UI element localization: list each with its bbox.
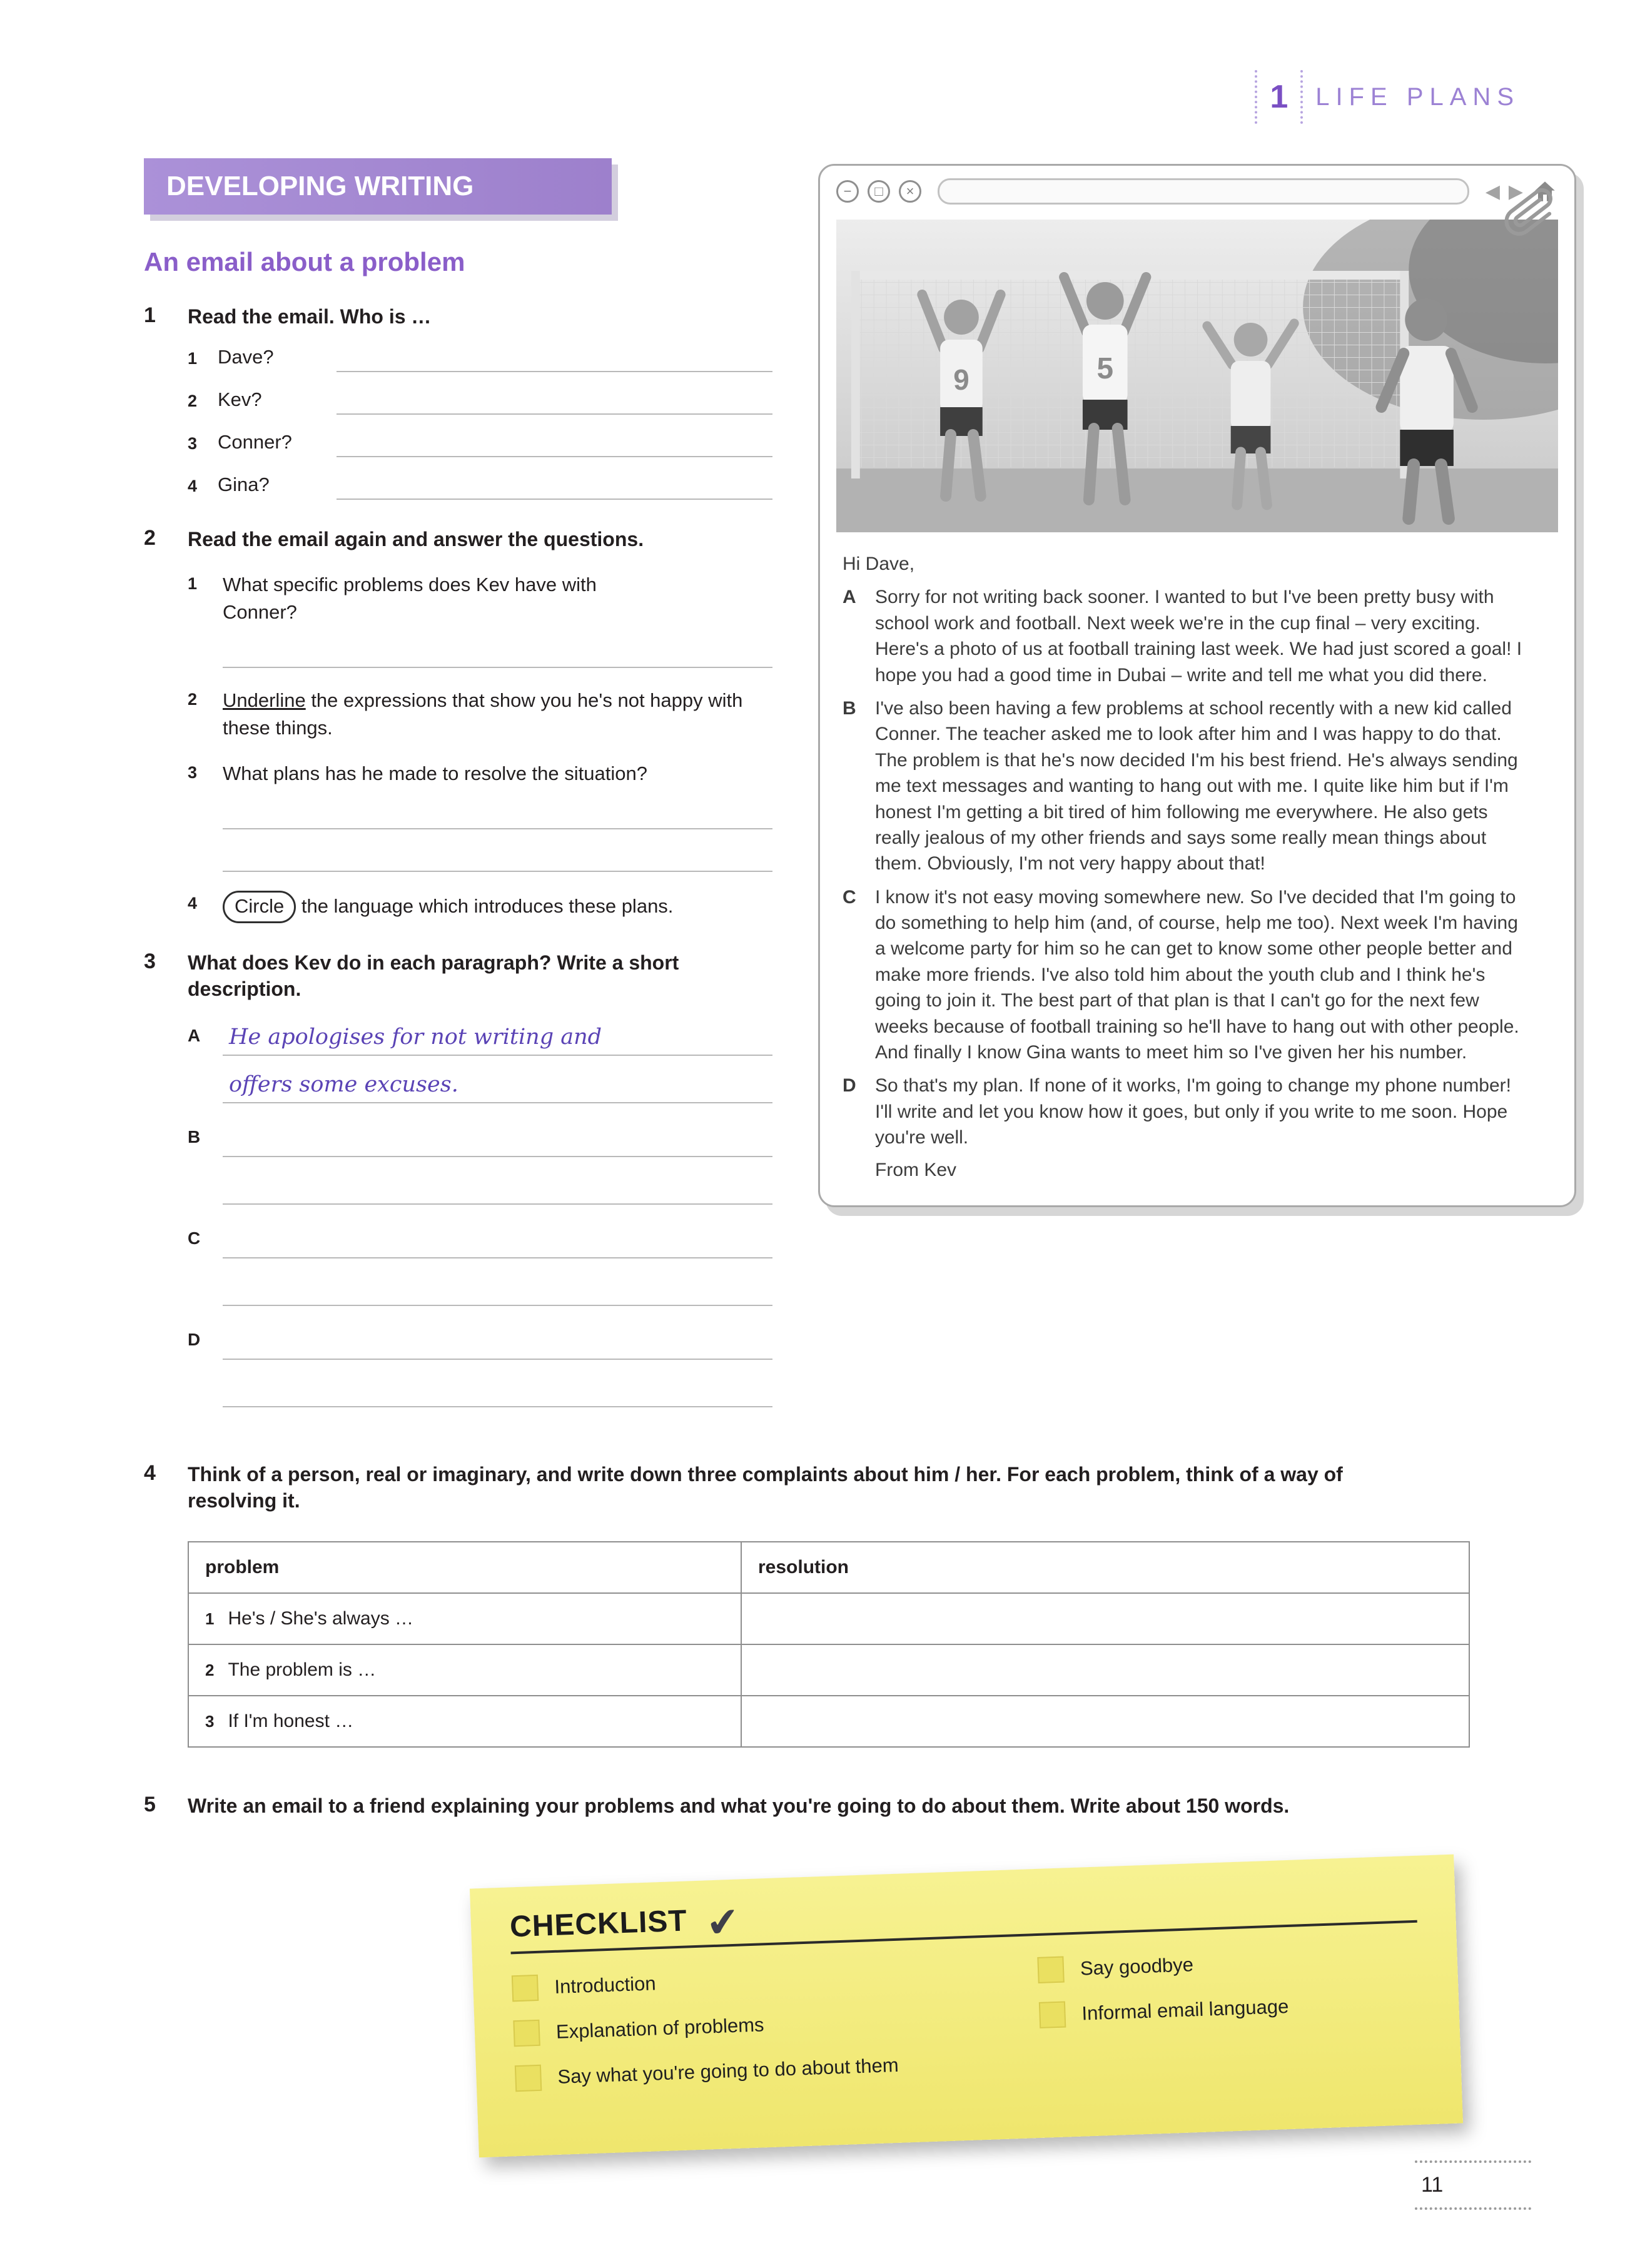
minimize-icon: − <box>836 180 859 203</box>
checklist-item-label: Say what you're going to do about them <box>557 2053 899 2088</box>
back-icon: ◀ <box>1485 181 1500 202</box>
question <box>144 571 772 625</box>
checklist-left-column <box>512 1957 1041 2092</box>
paragraph-answer-row <box>144 1211 772 1306</box>
problem-cell: He's / She's always … <box>228 1608 414 1629</box>
browser-chrome <box>820 166 1574 208</box>
checklist-item-label: Introduction <box>554 1972 657 1998</box>
question-number: 3 <box>188 763 198 782</box>
problem-cell: If I'm honest … <box>228 1711 354 1732</box>
exercise-instruction: Read the email. Who is … <box>188 305 432 328</box>
exercise-number: 3 <box>144 949 156 973</box>
exercise-number: 4 <box>144 1461 156 1485</box>
address-bar <box>938 178 1469 205</box>
column-header: problem <box>188 1542 741 1593</box>
item-label: Dave? <box>218 346 274 368</box>
exercise-instruction: Write an email to a friend explaining your problems and what you're going to do about them. Write about 150 words. <box>188 1795 1290 1817</box>
paragraph-answer-row <box>144 1312 772 1407</box>
item-number: 4 <box>188 477 198 496</box>
checkbox-icon <box>512 1975 539 2002</box>
resolution-cell <box>741 1593 1469 1644</box>
email-paragraph <box>843 696 1552 877</box>
unit-number: 1 <box>1270 79 1288 115</box>
problem-cell: The problem is … <box>228 1659 377 1681</box>
question-text <box>223 687 745 741</box>
checklist-item-label: Informal email language <box>1081 1995 1289 2025</box>
item-number: 1 <box>188 349 198 368</box>
resolution-cell <box>741 1696 1469 1747</box>
email-body <box>820 532 1574 1183</box>
exercise-number: 2 <box>144 526 156 550</box>
close-icon: × <box>899 180 921 203</box>
answer-line <box>337 387 772 415</box>
photo-frame <box>836 220 1558 532</box>
checklist-right-column <box>1037 1944 1422 2073</box>
checklist-item-label: Say goodbye <box>1080 1953 1194 1980</box>
table-row <box>188 1644 1469 1696</box>
checkbox-icon <box>513 2020 540 2047</box>
exercise-instruction: Read the email again and answer the questions. <box>188 528 644 551</box>
list-item <box>144 387 772 415</box>
answer-line <box>223 1360 772 1407</box>
row-number: 2 <box>205 1661 215 1680</box>
unit-header <box>1255 70 1520 124</box>
exercise-instruction: What does Kev do in each paragraph? Write a short description. <box>188 951 679 1001</box>
question <box>144 891 772 923</box>
exercise-3 <box>144 949 772 1407</box>
email-signoff: From Kev <box>875 1159 957 1180</box>
checklist-note <box>470 1855 1463 2158</box>
column-header: resolution <box>741 1542 1469 1593</box>
row-number: 3 <box>205 1712 215 1731</box>
question-text <box>223 891 673 923</box>
left-column <box>144 158 772 1407</box>
section-banner: DEVELOPING WRITING <box>144 158 612 215</box>
unit-title: LIFE PLANS <box>1315 83 1520 111</box>
list-item <box>144 472 772 500</box>
checklist-item <box>1039 1989 1420 2028</box>
email-paragraph <box>843 1073 1552 1150</box>
checklist-header <box>509 1878 1417 1955</box>
table-row <box>188 1593 1469 1644</box>
exercise-number: 1 <box>144 303 156 327</box>
page-number: 11 <box>1421 2173 1444 2197</box>
answer-line <box>337 430 772 457</box>
answer-line <box>223 1211 772 1258</box>
answer-line <box>223 625 772 668</box>
answer-line <box>337 345 772 372</box>
exercise-1 <box>144 303 772 500</box>
answer-line <box>223 1258 772 1306</box>
checklist-title: CHECKLIST <box>509 1904 688 1944</box>
row-number: 1 <box>205 1609 215 1629</box>
item-number: 3 <box>188 434 198 453</box>
browser-window <box>818 164 1576 1207</box>
maximize-icon: □ <box>868 180 890 203</box>
answer-line <box>223 829 772 872</box>
dotted-rule <box>1415 2207 1531 2210</box>
question-text: What plans has he made to resolve the situation? <box>223 762 647 785</box>
item-label: Conner? <box>218 431 292 453</box>
checklist-item <box>513 2002 1040 2047</box>
answer-line <box>223 1110 772 1157</box>
answer-line <box>223 1008 772 1056</box>
checklist-item <box>515 2047 1041 2092</box>
paragraph-label: C <box>843 886 856 908</box>
underlined-word: Underline <box>223 689 306 712</box>
answer-line <box>337 472 772 500</box>
paragraph-label: B <box>188 1127 201 1147</box>
paragraph-label: C <box>188 1228 201 1248</box>
item-label: Kev? <box>218 388 262 411</box>
paragraph-text: I've also been having a few problems at school recently with a new kid called Conner. The teacher asked me to look after him and I was happy to do that. The problem is that he's now decided I'm his best friend. He's always sending me text messages and wanting to hang out with me. I quite like him but if I'm honest I'm getting a bit tired of him following me everywhere. He also gets really jealous of my other friends and says some really mean things about them. Obviously, I'm not very happy about that! <box>875 697 1518 874</box>
exercise-2 <box>144 526 772 923</box>
question-number: 4 <box>188 894 198 913</box>
checkbox-icon <box>515 2065 542 2092</box>
paragraph-text: Sorry for not writing back sooner. I wanted to but I've been pretty busy with school work and football. Next week we're in the cup final – very exciting. Here's a photo of us at football training last week. We had just scored a goal! I hope you had a good time in Dubai – write and tell me what you did there. <box>875 587 1522 686</box>
question-rest: the expressions that show you he's not happy with these things. <box>223 689 743 739</box>
circled-word: Circle <box>223 891 296 923</box>
question-number: 2 <box>188 690 198 709</box>
table-row <box>188 1696 1469 1747</box>
question-number: 1 <box>188 574 198 594</box>
exercise-instruction: Think of a person, real or imaginary, and write down three complaints about him / her. For each problem, think of a way of resolving it. <box>188 1463 1343 1512</box>
handwritten-answer: offers some excuses. <box>229 1072 458 1098</box>
paragraph-label: A <box>843 587 856 608</box>
section-title: An email about a problem <box>144 247 465 276</box>
dotted-divider <box>1300 70 1303 124</box>
resolution-cell <box>741 1644 1469 1696</box>
paragraph-text: I know it's not easy moving somewhere new. So I've decided that I'm going to do something to help him (and, of course, help me too). Next week I'm having a welcome party for him so he can get to know some other people better and make more friends. I've also told him about the youth club and I think he's going to join it. The best part of that plan is that I can't go for the next few weeks because of football training so he'll have to hang out with other people. And finally I know Gina wants to meet him so I've given her his number. <box>875 886 1519 1063</box>
list-item <box>144 345 772 372</box>
paragraph-answer-row <box>144 1110 772 1205</box>
jersey-number: 9 <box>953 363 969 397</box>
item-number: 2 <box>188 392 198 411</box>
handwritten-answer: He apologises for not writing and <box>229 1025 602 1050</box>
checkbox-icon <box>1037 1957 1064 1983</box>
email-paragraph <box>843 584 1552 688</box>
answer-line <box>223 1157 772 1205</box>
answer-line <box>223 1056 772 1103</box>
paragraph-label: D <box>188 1330 201 1350</box>
forward-icon: ▶ <box>1508 181 1523 202</box>
problem-resolution-table <box>188 1541 1470 1748</box>
answer-line <box>223 787 772 829</box>
checklist-item-label: Explanation of problems <box>555 2013 765 2043</box>
email-greeting: Hi Dave, <box>843 554 915 574</box>
checklist-item <box>512 1957 1038 2002</box>
exercise-5 <box>144 1793 1507 1819</box>
dotted-rule <box>1415 2160 1531 2163</box>
email-paragraph <box>843 884 1552 1066</box>
question <box>144 687 772 741</box>
item-label: Gina? <box>218 473 270 496</box>
exercise-4 <box>144 1461 1507 1748</box>
question-rest: the language which introduces these plans. <box>296 895 674 918</box>
list-item <box>144 430 772 457</box>
checkmark-icon: ✔ <box>704 1898 742 1947</box>
question <box>144 760 772 787</box>
exercise-number: 5 <box>144 1793 156 1816</box>
dotted-divider <box>1255 70 1257 124</box>
question-text: What specific problems does Kev have with Conner? <box>223 574 597 623</box>
paragraph-label: D <box>843 1075 856 1096</box>
checkbox-icon <box>1039 2001 1066 2028</box>
paragraph-text: So that's my plan. If none of it works, I'm going to change my phone number! I'll write and let you know how it goes, but only if you write to me soon. Hope you're well. <box>875 1075 1511 1148</box>
paragraph-label: B <box>843 697 856 719</box>
answer-line <box>223 1312 772 1360</box>
football-photo <box>836 220 1558 532</box>
paragraph-answer-row <box>144 1008 772 1103</box>
paragraph-label: A <box>188 1026 201 1046</box>
table-header-row <box>188 1542 1469 1593</box>
page-number-block <box>1415 2150 1531 2220</box>
jersey-number: 5 <box>1096 352 1114 386</box>
checklist-item <box>1037 1944 1419 1983</box>
